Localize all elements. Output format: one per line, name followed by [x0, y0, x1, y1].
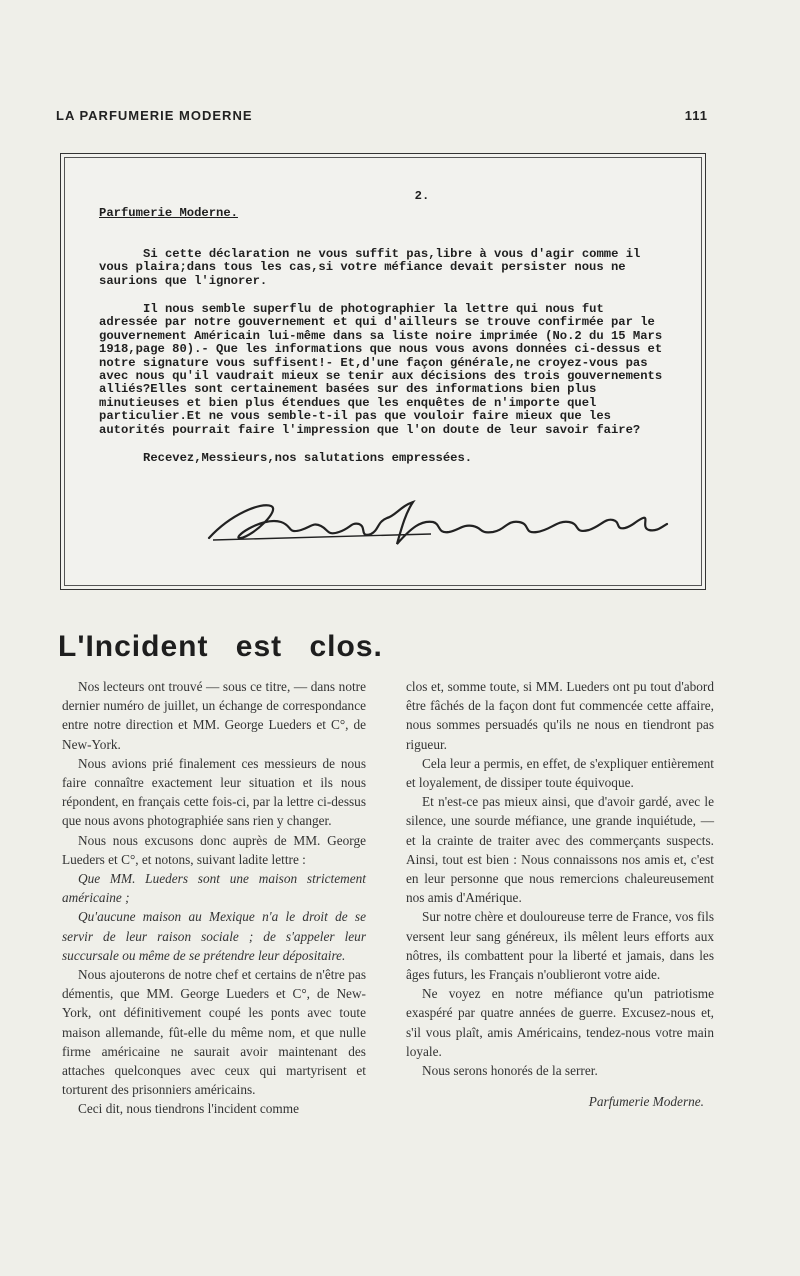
article-left-column [62, 677, 366, 1119]
journal-title: LA PARFUMERIE MODERNE [56, 108, 253, 123]
letter-closing: Recevez,Messieurs,nos salutations empressées. [143, 451, 473, 466]
letter-facsimile [60, 153, 706, 590]
article-paragraph: Nos lecteurs ont trouvé — sous ce titre, — dans notre dernier numéro de juillet, un échange de correspondance entre notre direction et MM. George Lueders et C°, de New-York. [62, 679, 366, 752]
page-number: 111 [684, 108, 708, 123]
article-paragraph: Sur notre chère et douloureuse terre de France, vos fils versent leur sang généreux, ils mêlent leurs efforts aux nôtres, ils combattent pour la liberté et jamais, dans les âges futurs, les Français n'oublieront votre aide. [406, 909, 714, 983]
letter-body [99, 190, 665, 466]
article-title: L'Incident est clos. [58, 630, 383, 663]
article-paragraph: clos et, somme toute, si MM. Lueders ont pu tout d'abord être fâchés de la façon dont fut commencée cette affaire, nous sommes persuadés qu'ils ne nous en tiendront pas rigueur. [406, 679, 714, 752]
running-head [56, 108, 708, 123]
article-paragraph: Nous serons honorés de la serrer. [422, 1063, 598, 1079]
article-paragraph: Nous nous excusons donc auprès de MM. George Lueders et C°, et notons, suivant ladite lettre : [62, 832, 366, 867]
article-paragraph: Nous avions prié finalement ces messieurs de nous faire connaître exactement leur situation et ils nous répondent, en français cette fois-ci, par la lettre ci-dessus que nous avons photographiée sans rien y changer. [62, 755, 366, 829]
article-paragraph: Et n'est-ce pas mieux ainsi, que d'avoir gardé, avec le silence, une sourde méfiance, une grande inquiétude, — et la crainte de traiter avec des commerçants suspects. Ainsi, tout est bien : Nous connaissons nos amis et, c'est en leur personne que nous remercions chaleureusement nos amis d'Amérique. [406, 794, 714, 906]
article-paragraph: Cela leur a permis, en effet, de s'expliquer entièrement et loyalement, de dissiper toute équivoque. [406, 755, 714, 791]
letter-paragraph: Si cette déclaration ne vous suffit pas,libre à vous d'agir comme il vous plaira;dans tous les cas,si votre méfiance devait persister nous ne saurions que l'ignorer. [99, 246, 641, 288]
article-quote: Que MM. Lueders sont une maison strictement américaine ; [62, 871, 366, 906]
article-quote: Qu'aucune maison au Mexique n'a le droit de se servir de leur raison sociale ; de s'appeler leur succursale ou même de se prétendre leur dépositaire. [62, 909, 366, 963]
article-paragraph: Ne voyez en notre méfiance qu'un patriotisme exaspéré par quatre années de guerre. Excusez-nous et, s'il vous plaît, amis Américains, tendez-nous votre main loyale. [406, 986, 714, 1059]
article-paragraph: Nous ajouterons de notre chef et certains de n'être pas démentis, que MM. George Lueders et C°, de New-York, ont définitivement coupé les ponts avec toute maison allemande, fût-elle du même nom, et que nulle firme américaine ne saurait avoir maintenant des attaches quelconques avec ceux qui martyrisent et torturent des prisonniers américains. [62, 967, 366, 1098]
letter-addressee: Parfumerie Moderne. [99, 206, 238, 221]
article-signature: Parfumerie Moderne. [588, 1094, 704, 1110]
letter-paragraph: Il nous semble superflu de photographier la lettre qui nous fut adressée par notre gouvernement et qui d'ailleurs se trouve confirmée par le gouvernement Américain lui-même dans sa liste noire imprimée (No.2 du 15 Mars 1918,page 80).- Que les informations que nous vous avons données ci-dessus et notre signature vous suffisent!- Et,d'une façon générale,ne croyez-vous pas avec nous qu'il vaudrait mieux se tenir aux décisions des trois gouvernements alliés?Elles sont certainement basées sur des informations bien plus minutieuses et bien plus étendues que les enquêtes de n'importe quel particulier.Et ne vous semble-t-il pas que vouloir faire mieux que les autorités pourrait faire l'impression que l'on doute de leur savoir faire? [99, 302, 663, 437]
handwritten-signature [201, 494, 671, 554]
article-right-column [406, 677, 714, 1111]
letter-page-number: 2. [414, 189, 430, 203]
article-paragraph: Ceci dit, nous tiendrons l'incident comme [78, 1101, 300, 1117]
